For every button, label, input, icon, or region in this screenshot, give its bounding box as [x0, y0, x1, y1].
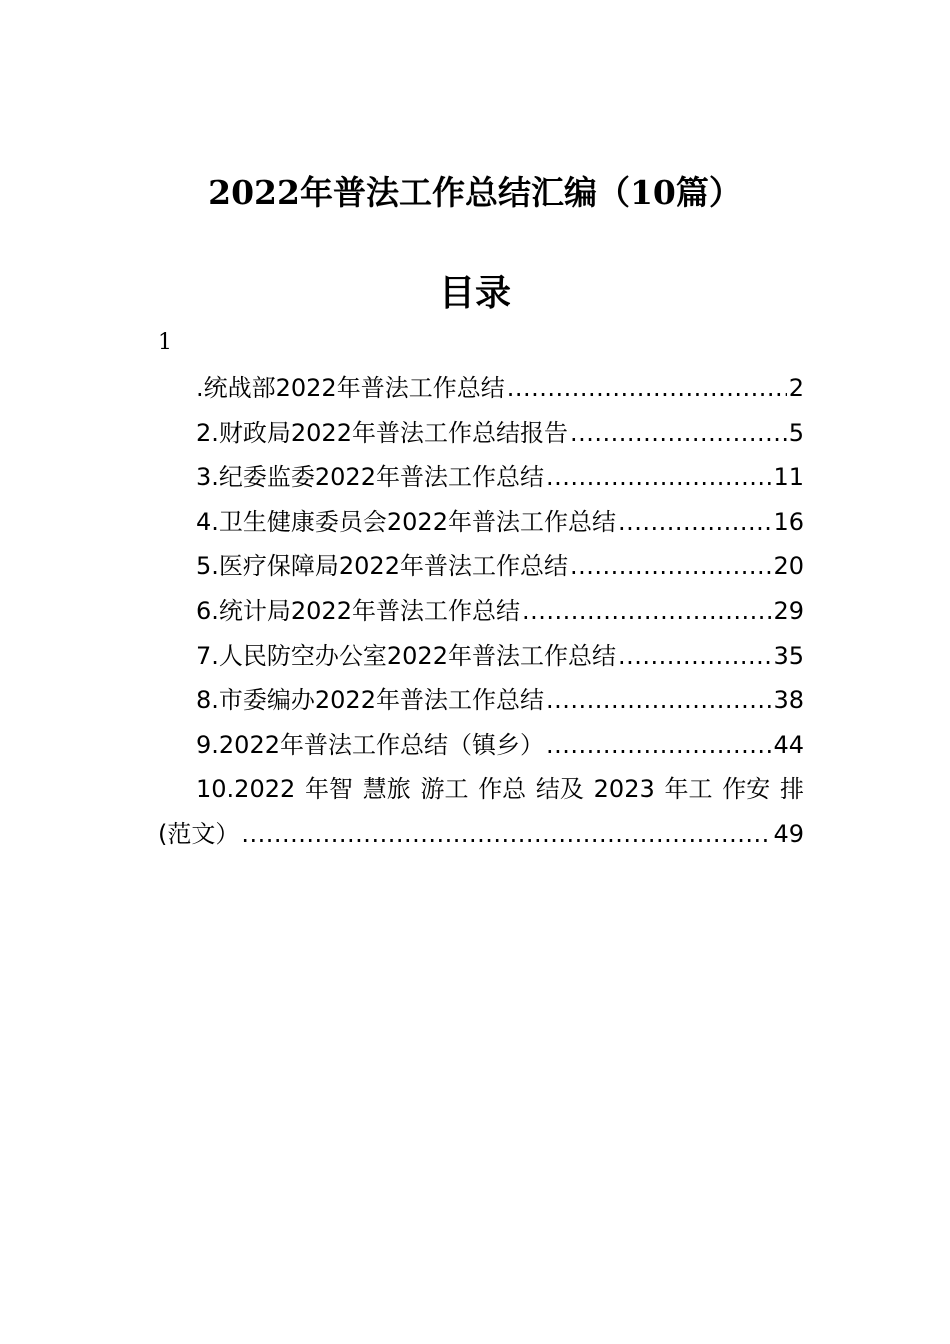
toc-entry-title-part: 慧旅 — [362, 775, 411, 804]
toc-entry-title: .统战部2022年普法工作总结 — [196, 374, 505, 402]
toc-entry-title: 4.卫生健康委员会2022年普法工作总结 — [196, 507, 616, 536]
stray-number: 1 — [158, 330, 172, 355]
toc-dot-leader — [546, 455, 771, 500]
toc-entry-title: 7.人民防空办公室2022年普法工作总结 — [196, 641, 616, 670]
toc-dot-leader — [546, 723, 771, 768]
toc-dot-leader — [241, 812, 771, 857]
toc-dot-leader — [570, 411, 787, 456]
toc-entry-title: 3.纪委监委2022年普法工作总结 — [196, 463, 544, 492]
toc-entry-title-part: 2023 — [593, 775, 655, 804]
toc-entry-title: (范文） — [158, 819, 240, 848]
toc-entry-title-part: 游工 — [420, 775, 469, 804]
document-title: 2022年普法工作总结汇编（10篇） — [208, 173, 742, 212]
toc-entry[interactable] — [158, 678, 804, 723]
toc-dot-leader — [618, 500, 771, 545]
toc-dot-leader — [618, 634, 771, 679]
toc-entry[interactable] — [158, 366, 804, 411]
toc-page-number: 38 — [773, 686, 804, 715]
toc-dot-leader — [570, 544, 771, 589]
toc-entry-title: 8.市委编办2022年普法工作总结 — [196, 686, 544, 715]
toc-entry-title-line1 — [158, 767, 804, 812]
toc-entry[interactable] — [158, 544, 804, 589]
toc-entry[interactable] — [158, 411, 804, 456]
toc-page-number: 35 — [773, 641, 804, 670]
toc-dot-leader — [522, 589, 771, 634]
toc-heading: 目录 — [438, 272, 511, 314]
toc-entry-title-part: 作安 — [722, 775, 771, 804]
toc-entry-title-part: 10.2022 — [196, 775, 296, 804]
toc-dot-leader — [507, 366, 787, 411]
toc-entry-title: 5.医疗保障局2022年普法工作总结 — [196, 552, 568, 581]
toc-page-number: 16 — [773, 507, 804, 536]
table-of-contents — [158, 366, 804, 857]
toc-page-number: 11 — [773, 463, 804, 492]
toc-entry[interactable] — [158, 634, 804, 679]
toc-entry-title-part: 结及 — [535, 775, 584, 804]
toc-entry-title: 9.2022年普法工作总结（镇乡） — [196, 730, 544, 759]
toc-entry-title: 2.财政局2022年普法工作总结报告 — [196, 418, 568, 447]
toc-page-number: 29 — [773, 596, 804, 625]
toc-page-number: 44 — [773, 730, 804, 759]
toc-page-number: 49 — [773, 819, 804, 848]
toc-entry-title: 6.统计局2022年普法工作总结 — [196, 596, 520, 625]
toc-entry[interactable] — [158, 589, 804, 634]
toc-entry[interactable] — [158, 767, 804, 856]
toc-entry[interactable] — [158, 455, 804, 500]
toc-page-number: 5 — [788, 418, 804, 447]
toc-page-number: 2 — [788, 374, 804, 402]
toc-entry-title-part: 年工 — [664, 775, 713, 804]
toc-entry-title-part: 年智 — [304, 775, 353, 804]
toc-page-number: 20 — [773, 552, 804, 581]
toc-dot-leader — [546, 678, 771, 723]
toc-entry[interactable] — [158, 723, 804, 768]
toc-entry[interactable] — [158, 500, 804, 545]
toc-entry-title-line2 — [158, 812, 804, 857]
toc-entry-title-part: 作总 — [478, 775, 527, 804]
toc-entry-title-part: 排 — [779, 775, 804, 804]
